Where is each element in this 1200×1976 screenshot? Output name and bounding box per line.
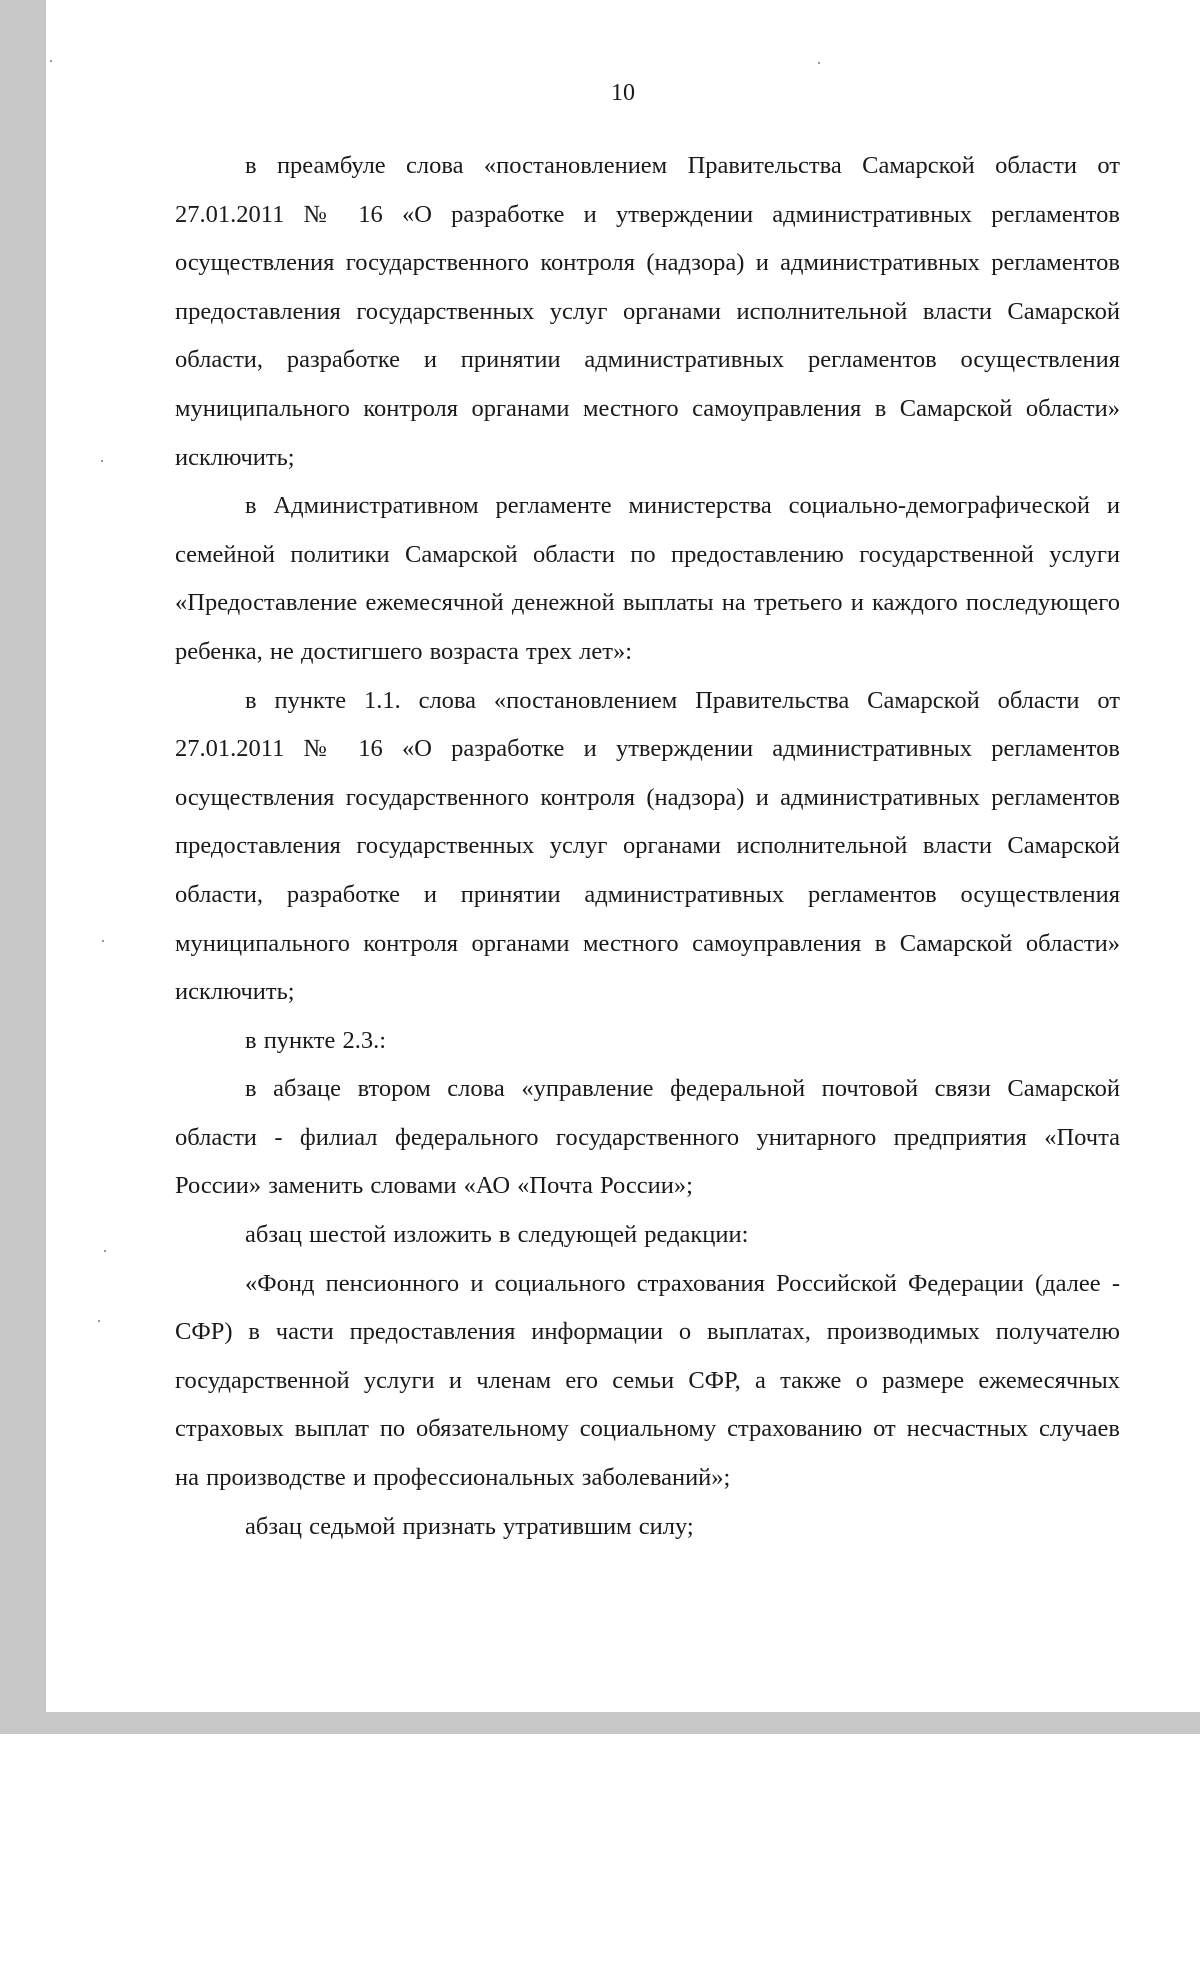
paragraph-clause-1-1: в пункте 1.1. слова «постановлением Правительства Самарской области от 27.01.2011 № 16 «О разработке и утверждении административных регламентов осуществления государственного контроля (надзора) и административных регламентов предоставления государственных услуг органами исполнительной власти Самарской области, разработке и принятии административных регламентов осуществления муниципального контроля органами местного самоуправления в Самарской области» исключить; — [175, 686, 1120, 1006]
paragraph-admin-regulation: в Административном регламенте министерства социально-демографической и семейной политики Самарской области по предоставлению государственной услуги «Предоставление ежемесячной денежной выплаты на третьего и каждого последующего ребенка, не достигшего возраста трех лет»: — [175, 492, 1120, 665]
document-page — [46, 0, 1200, 1712]
scan-speck — [50, 60, 52, 62]
scan-speck — [98, 1320, 100, 1322]
paragraph-clause-2-3: в пункте 2.3.: — [245, 1026, 387, 1054]
paragraph-abzac-seven: абзац седьмой признать утратившим силу; — [245, 1512, 694, 1540]
scan-bottom-margin — [0, 1712, 1200, 1734]
scan-speck — [104, 1250, 106, 1252]
scan-speck — [102, 940, 104, 942]
scan-speck — [101, 460, 103, 462]
paragraph-abzac-six-intro: абзац шестой изложить в следующей редакции: — [245, 1221, 749, 1249]
scan-speck — [818, 62, 820, 64]
scan-left-margin — [0, 0, 46, 1722]
paragraph-abzac-two: в абзаце втором слова «управление федеральной почтовой связи Самарской области - филиал федерального государственного унитарного предприятия «Почта России» заменить словами «АО «Почта России»; — [175, 1075, 1120, 1200]
paragraph-abzac-six-text: «Фонд пенсионного и социального страхования Российской Федерации (далее - СФР) в части предоставления информации о выплатах, производимых получателю государственной услуги и членам его семьи СФР, а также о размере ежемесячных страховых выплат по обязательному социальному страхованию от несчастных случаев на производстве и профессиональных заболеваний»; — [175, 1269, 1120, 1492]
page-number: 10 — [611, 80, 635, 106]
document-body — [175, 142, 1120, 1551]
paragraph-preamble: в преамбуле слова «постановлением Правительства Самарской области от 27.01.2011 № 16 «О разработке и утверждении административных регламентов осуществления государственного контроля (надзора) и административных регламентов предоставления государственных услуг органами исполнительной власти Самарской области, разработке и принятии административных регламентов осуществления муниципального контроля органами местного самоуправления в Самарской области» исключить; — [175, 152, 1120, 471]
